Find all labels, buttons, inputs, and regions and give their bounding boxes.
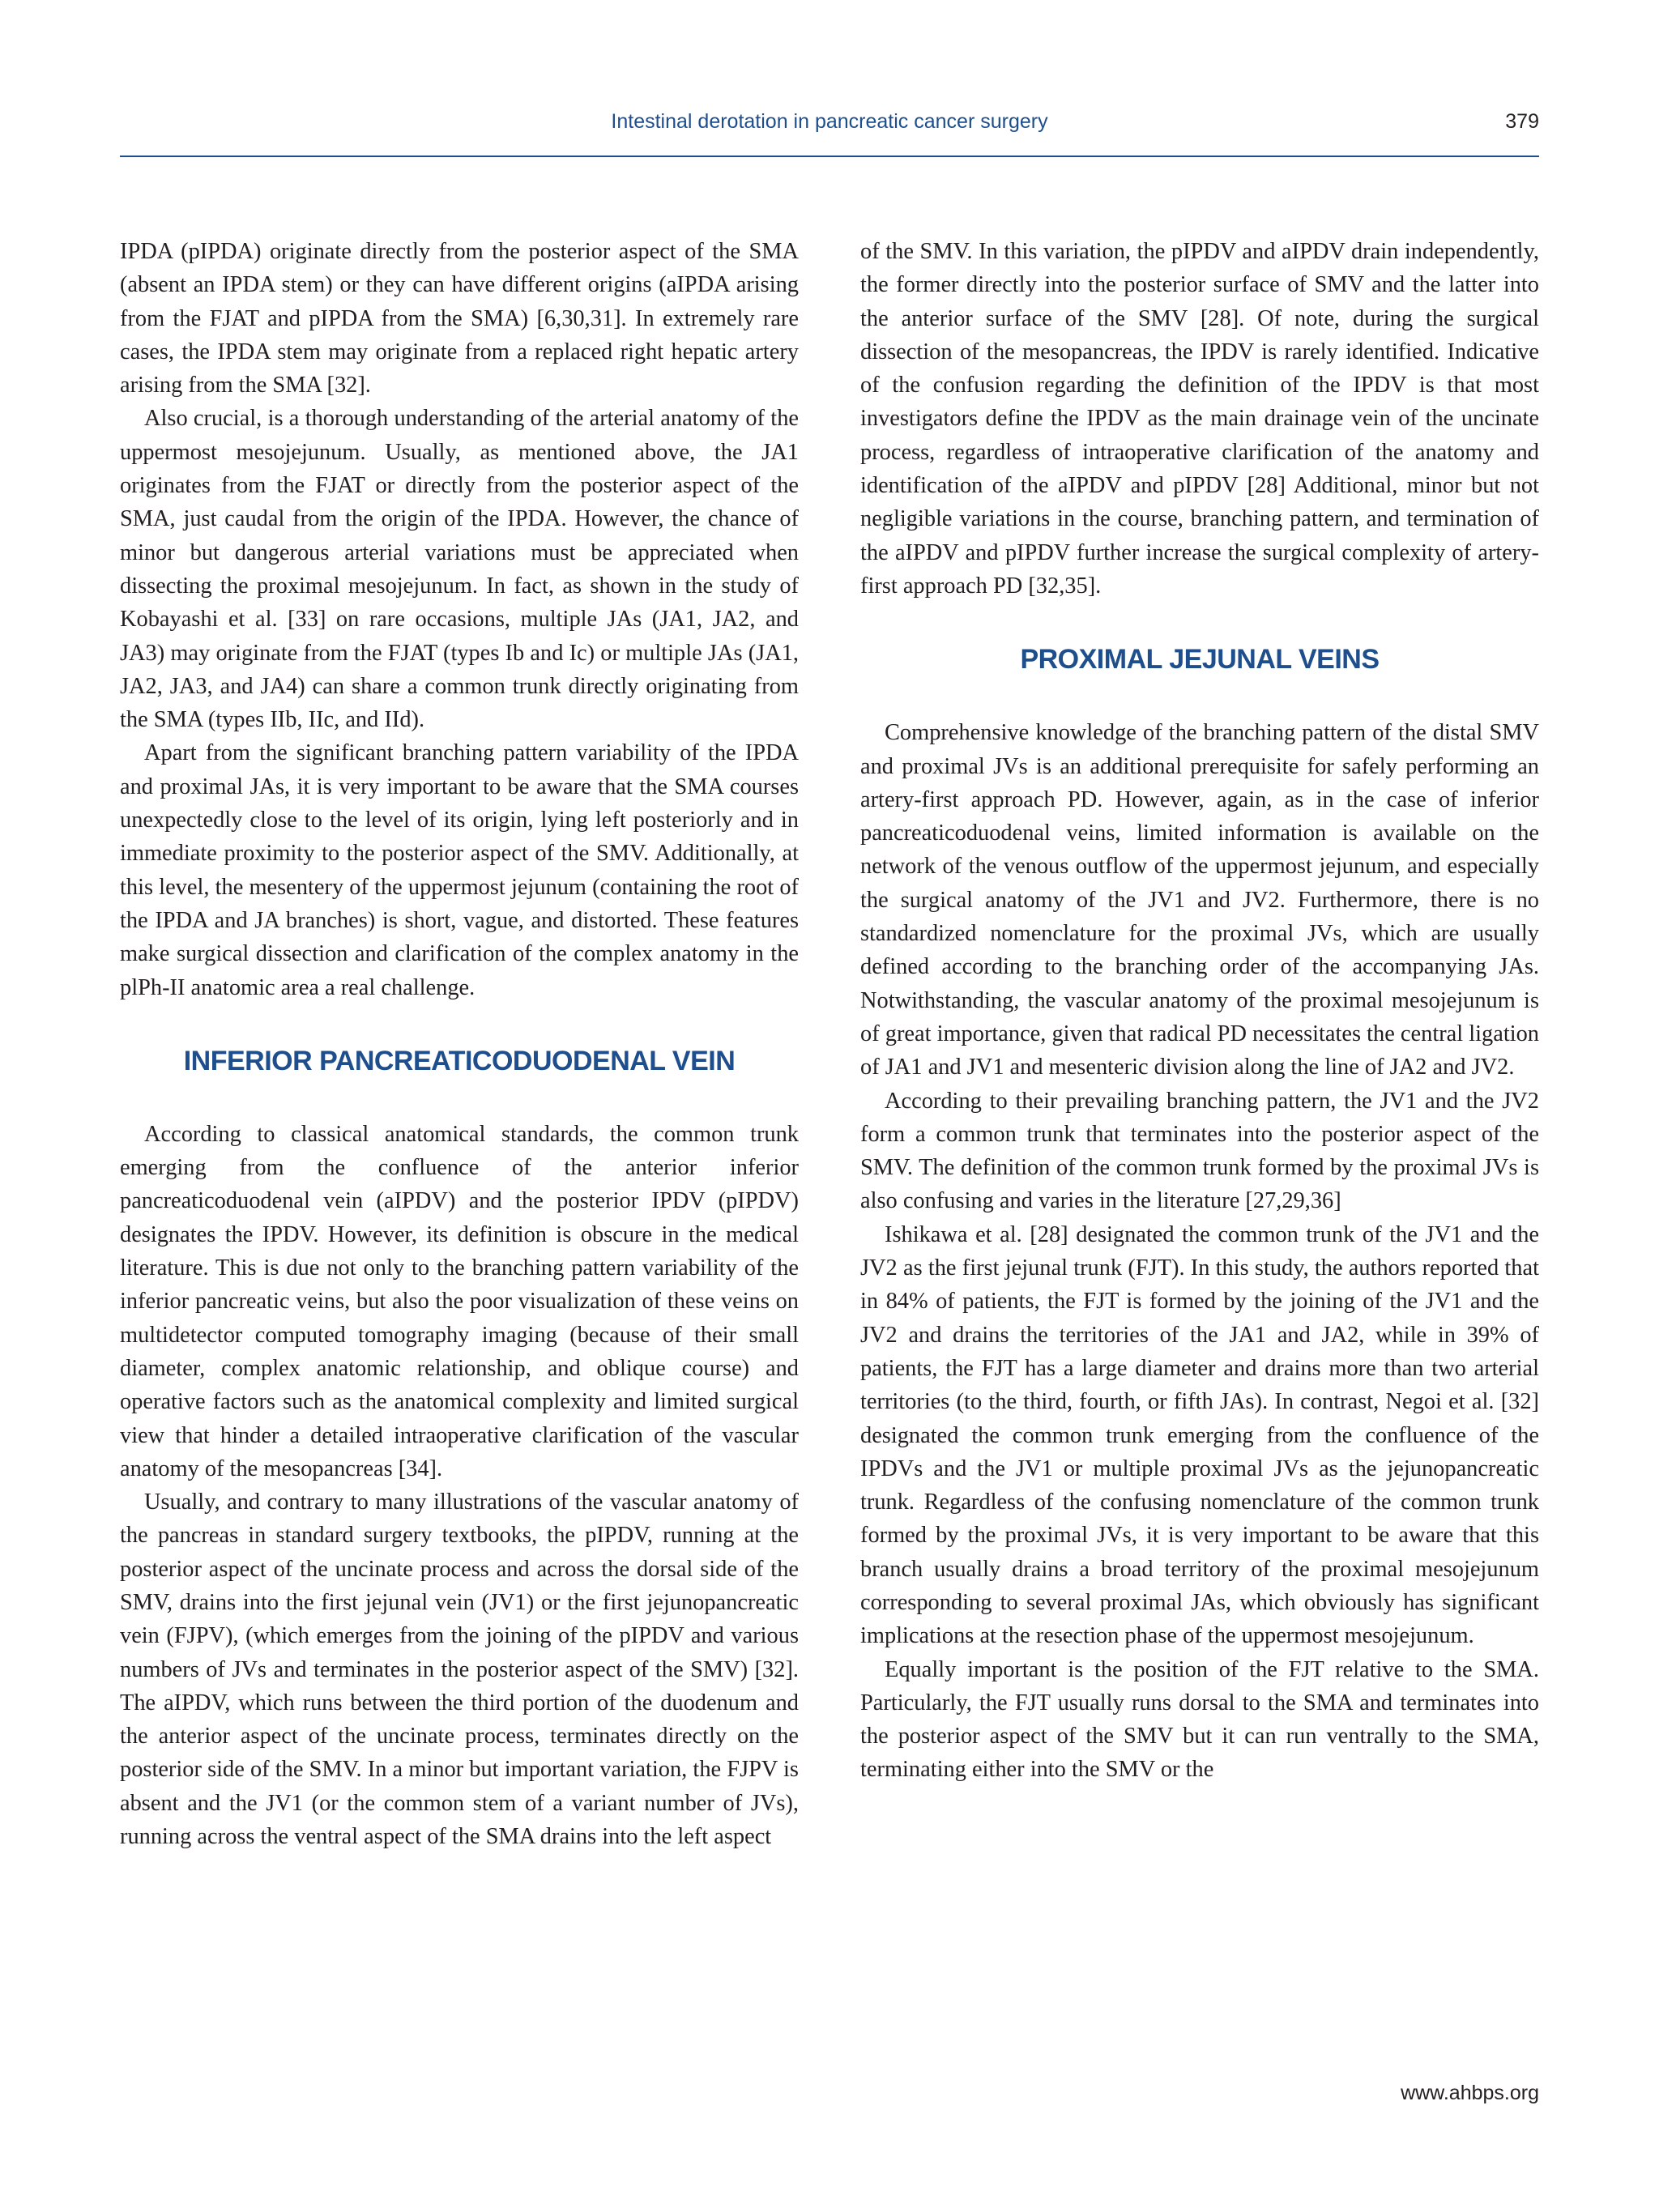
header-divider (120, 156, 1539, 157)
section-heading-jejunal-veins: PROXIMAL JEJUNAL VEINS (1020, 644, 1380, 676)
paragraph: of the SMV. In this variation, the pIPDV and aIPDV drain independently, the former directly into the posterior surface of SMV and the latter into the anterior surface of the SMV [28]. Of note, during the surgical dissection of the mesopancreas, the IPDV is rarely identified. Indicative of the confusion regarding the definition of the IPDV is that most investigators define the IPDV as the main drainage vein of the uncinate process, regardless of intraoperative clarification of the anatomy and identification of the aIPDV and pIPDV [28] Additional, minor but not negligible variations in the course, branching pattern, and termination of the aIPDV and pIPDV further increase the surgical complexity of artery-first approach PD [32,35]. (860, 239, 1539, 599)
page-number: 379 (1505, 110, 1539, 133)
paragraph: Ishikawa et al. [28] designated the common trunk of the JV1 and the JV2 as the first jejunal trunk (FJT). In this study, the authors reported that in 84% of patients, the FJT is formed by the joining of the JV1 and the JV2 and drains the territories of the JA1 and JA2, while in 39% of patients, the FJT has a large diameter and drains more than two arterial territories (to the third, fourth, or fifth JAs). In contrast, Negoi et al. [32] designated the common trunk emerging from the confluence of the IPDVs and the JV1 or multiple proximal JVs as the jejunopancreatic trunk. Regardless of the confusing nomenclature of the common trunk formed by the proximal JVs, it is very important to be aware that this branch usually drains a broad territory of the proximal mesojejunum corresponding to several proximal JAs, which obviously has significant implications at the resection phase of the uppermost mesojejunum. (860, 1221, 1539, 1649)
paragraph: Also crucial, is a thorough understanding of the arterial anatomy of the uppermost mesojejunum. Usually, as mentioned above, the JA1 originates from the FJAT or directly from the posterior aspect of the SMA, just caudal from the origin of the IPDA. However, the chance of minor but dangerous arterial variations must be appreciated when dissecting the proximal mesojejunum. In fact, as shown in the study of Kobayashi et al. [33] on rare occasions, multiple JAs (JA1, JA2, and JA3) may originate from the FJAT (types Ib and Ic) or multiple JAs (JA1, JA2, JA3, and JA4) can share a common trunk directly originating from the SMA (types IIb, IIc, and IId). (120, 406, 799, 733)
left-column (120, 235, 799, 1853)
section-heading-ipdv: INFERIOR PANCREATICODUODENAL VEIN (183, 1045, 736, 1076)
right-column (860, 235, 1539, 1787)
running-title: Intestinal derotation in pancreatic cancer surgery (611, 110, 1048, 133)
paragraph: IPDA (pIPDA) originate directly from the posterior aspect of the SMA (absent an IPDA stem) or they can have different origins (aIPDA arising from the FJAT and pIPDA from the SMA) [6,30,31]. In extremely rare cases, the IPDA stem may originate from a replaced right hepatic artery arising from the SMA [32]. (120, 239, 799, 399)
paragraph: Usually, and contrary to many illustrations of the vascular anatomy of the pancreas in standard surgery textbooks, the pIPDV, running at the posterior aspect of the uncinate process and across the dorsal side of the SMV, drains into the first jejunal vein (JV1) or the first jejunopancreatic vein (FJPV), (which emerges from the joining of the pIPDV and various numbers of JVs and terminates in the posterior aspect of the SMV) [32]. The aIPDV, which runs between the third portion of the duodenum and the anterior aspect of the uncinate process, terminates directly on the posterior side of the SMV. In a minor but important variation, the FJPV is absent and the JV1 (or the common stem of a variant number of JVs), running across the ventral aspect of the SMA drains into the left aspect (120, 1490, 799, 1850)
paragraph: According to their prevailing branching pattern, the JV1 and the JV2 form a common trunk that terminates into the posterior aspect of the SMV. The definition of the common trunk formed by the proximal JVs is also confusing and varies in the literature [27,29,36] (860, 1088, 1539, 1214)
paragraph: Apart from the significant branching pattern variability of the IPDA and proximal JAs, it is very important to be aware that the SMA courses unexpectedly close to the level of its origin, lying left posteriorly and in immediate proximity to the posterior aspect of the SMV. Additionally, at this level, the mesentery of the uppermost jejunum (containing the root of the IPDA and JA branches) is short, vague, and distorted. These features make surgical dissection and clarification of the complex anatomy in the plPh-II anatomic area a real challenge. (120, 740, 799, 1000)
paragraph: Equally important is the position of the FJT relative to the SMA. Particularly, the FJT usually runs dorsal to the SMA and terminates into the posterior aspect of the SMV but it can run ventrally to the SMA, terminating either into the SMV or the (860, 1656, 1539, 1783)
paragraph: Comprehensive knowledge of the branching pattern of the distal SMV and proximal JVs is an additional prerequisite for safely performing an artery-first approach PD. However, again, as in the case of inferior pancreaticoduodenal veins, limited information is available on the network of the venous outflow of the uppermost jejunum, and especially the surgical anatomy of the JV1 and JV2. Furthermore, there is no standardized nomenclature for the proximal JVs, which are usually defined according to the branching order of the accompanying JAs. Notwithstanding, the vascular anatomy of the proximal mesojejunum is of great importance, given that radical PD necessitates the central ligation of JA1 and JV1 and mesenteric division along the line of JA2 and JV2. (860, 720, 1539, 1080)
page-header (120, 110, 1539, 146)
paragraph: According to classical anatomical standards, the common trunk emerging from the confluence of the anterior inferior pancreaticoduodenal vein (aIPDV) and the posterior IPDV (pIPDV) designates the IPDV. However, its definition is obscure in the medical literature. This is due not only to the branching pattern variability of the inferior pancreatic veins, but also the poor visualization of these veins on multidetector computed tomography imaging (because of their small diameter, complex anatomic relationship, and oblique course) and operative factors such as the anatomical complexity and limited surgical view that hinder a detailed intraoperative clarification of the vascular anatomy of the mesopancreas [34]. (120, 1121, 799, 1481)
footer-website: www.ahbps.org (1401, 2082, 1539, 2104)
